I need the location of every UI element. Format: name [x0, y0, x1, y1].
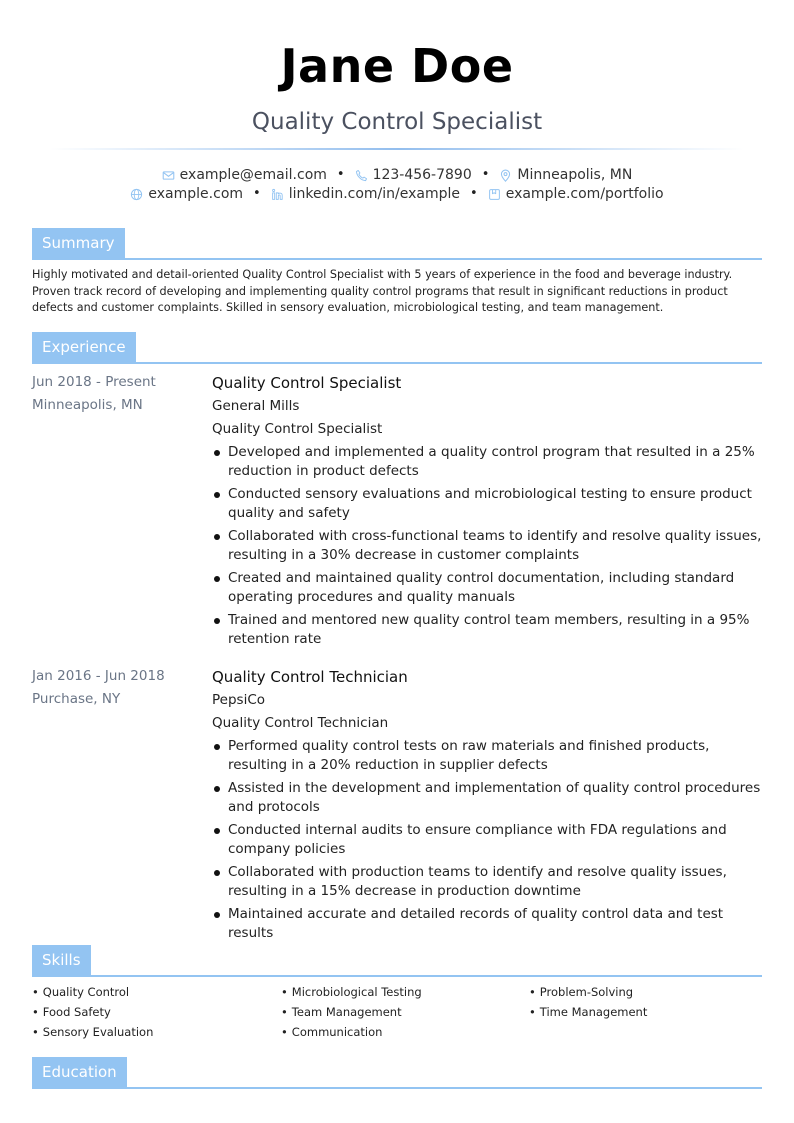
linkedin-text: linkedin.com/in/example [288, 186, 461, 202]
section-header-skills [32, 945, 762, 977]
section-header-experience [32, 332, 762, 364]
job-details [212, 668, 762, 947]
section-rule [32, 975, 762, 977]
portfolio-icon [488, 188, 501, 201]
contact-email[interactable] [162, 166, 327, 184]
map-pin-icon [499, 169, 512, 182]
contact-row-1 [0, 166, 794, 184]
section-header-education [32, 1057, 762, 1089]
job-role: Quality Control Specialist [212, 374, 402, 392]
candidate-name: Jane Doe [280, 39, 514, 93]
location-text: Minneapolis, MN [517, 167, 633, 183]
skill-item: • Food Safety [32, 1005, 111, 1019]
job-location: Purchase, NY [32, 691, 121, 707]
bullet-item: Created and maintained quality control documentation, including standard operating procedures and quality manuals [212, 569, 762, 607]
skill-item: • Sensory Evaluation [32, 1025, 153, 1039]
job-company: PepsiCo [212, 692, 266, 708]
website-text: example.com [148, 186, 244, 202]
job-subtitle: Quality Control Technician [212, 715, 389, 731]
contact-separator: • [253, 186, 261, 201]
contact-separator: • [470, 186, 478, 201]
section-title: Summary [32, 228, 125, 258]
job-company: General Mills [212, 398, 300, 414]
bullet-item: Collaborated with cross-functional teams to identify and resolve quality issues, resulting in a 30% decrease in customer complaints [212, 527, 762, 565]
email-text: example@email.com [179, 167, 327, 183]
section-rule [32, 362, 762, 364]
job-title: Quality Control Specialist [251, 109, 543, 135]
skill-item: • Quality Control [32, 985, 129, 999]
section-rule [32, 1087, 762, 1089]
bullet-item: Performed quality control tests on raw materials and finished products, resulting in a 20% reduction in supplier defects [212, 737, 762, 775]
email-icon [162, 169, 175, 182]
job-details [212, 374, 762, 653]
job-bullets [212, 737, 762, 943]
phone-icon [355, 169, 368, 182]
skill-item: • Problem-Solving [529, 985, 633, 999]
bullet-item: Developed and implemented a quality control program that resulted in a 25% reduction in product defects [212, 443, 762, 481]
job-dates: Jan 2016 - Jun 2018 [32, 668, 165, 684]
bullet-item: Collaborated with production teams to identify and resolve quality issues, resulting in a 15% decrease in production downtime [212, 863, 762, 901]
contact-portfolio[interactable] [488, 185, 664, 203]
bullet-item: Maintained accurate and detailed records of quality control data and test results [212, 905, 762, 943]
section-title: Experience [32, 332, 136, 362]
skill-item: • Communication [281, 1025, 382, 1039]
skill-item: • Team Management [281, 1005, 402, 1019]
bullet-item: Assisted in the development and implementation of quality control procedures and protocols [212, 779, 762, 817]
linkedin-icon [271, 188, 284, 201]
contact-separator: • [336, 167, 345, 182]
section-title: Skills [32, 945, 91, 975]
bullet-item: Conducted internal audits to ensure compliance with FDA regulations and company policies [212, 821, 762, 859]
contact-linkedin[interactable] [271, 185, 460, 203]
title-divider [50, 148, 744, 150]
skill-item: • Time Management [529, 1005, 647, 1019]
section-header-summary [32, 228, 762, 260]
section-rule [32, 258, 762, 260]
phone-text: 123-456-7890 [372, 167, 472, 183]
bullet-item: Conducted sensory evaluations and microbiological testing to ensure product quality and safety [212, 485, 762, 523]
contact-location [499, 166, 632, 184]
contact-website[interactable] [130, 185, 243, 203]
job-role: Quality Control Technician [212, 668, 408, 686]
section-title: Education [32, 1057, 127, 1087]
contact-separator: • [481, 167, 490, 182]
globe-icon [130, 188, 143, 201]
bullet-item: Trained and mentored new quality control team members, resulting in a 95% retention rate [212, 611, 762, 649]
skill-item: • Microbiological Testing [281, 985, 422, 999]
contact-phone[interactable] [355, 166, 472, 184]
job-bullets [212, 443, 762, 649]
portfolio-text: example.com/portfolio [505, 186, 664, 202]
contact-row-2 [0, 185, 794, 203]
job-subtitle: Quality Control Specialist [212, 421, 383, 437]
job-dates: Jun 2018 - Present [32, 374, 156, 390]
job-location: Minneapolis, MN [32, 397, 143, 413]
summary-text: Highly motivated and detail-oriented Quality Control Specialist with 5 years of experience in the food and beverage industry. Proven track record of developing and implementing quality control programs that result in significant reductions in product defects and customer complaints. Skilled in sensory evaluation, microbiological testing, and team management. [32, 268, 733, 314]
